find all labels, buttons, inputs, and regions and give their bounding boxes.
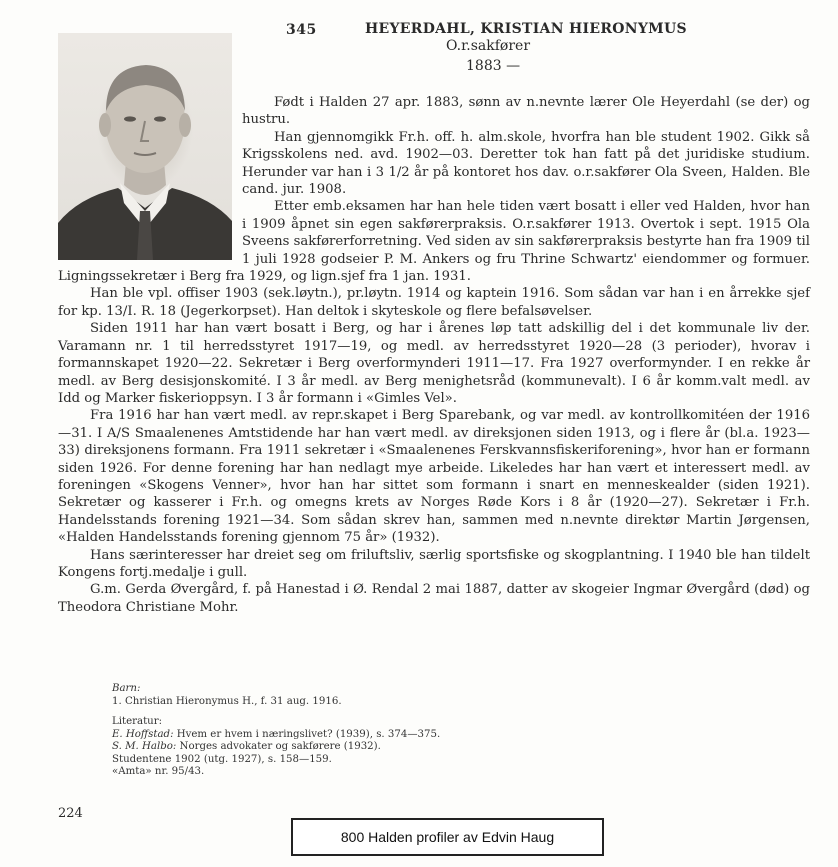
page-number: 224 [58, 806, 83, 821]
bio-paragraph: Hans særinteresser har dreiet seg om friluftsliv, særlig sportsfiske og skogplantning. I 1940 ble han tildelt Kongens fortj.medalje i gull. [58, 547, 810, 580]
child-item: 1. Christian Hieronymus H., f. 31 aug. 1916. [112, 695, 342, 707]
caption-text: 800 Halden profiler av Edvin Haug [340, 829, 555, 845]
literature-title: Hvem er hvem i næringslivet? (1939), s. 374—375. [173, 728, 441, 740]
literature-title: Studentene 1902 (utg. 1927), s. 158—159. [112, 753, 332, 765]
literature-title: Norges advokater og sakførere (1932). [176, 741, 381, 752]
children-label: Barn: [112, 683, 141, 694]
entry-number: 345 [286, 22, 317, 38]
literature-author: S. M. Halbo: [112, 741, 177, 752]
literature-title: «Amta» nr. 95/43. [112, 766, 205, 777]
literature-item [112, 729, 440, 742]
bio-paragraph: Etter emb.eksamen har han hele tiden vært bosatt i eller ved Halden, hvor han i 1909 åpnet sin egen sakførerpraksis. O.r.sakfører 1913. Overtok i sept. 1915 Ola Sveens sakførerforretning. Ved siden av sin sakførerpraksis bestyrte han fra 1909 til 1 juli 1928 godseier P. M. Ankers og fru Thrine Schwartz' eiendommer og formuer. Ligningssekretær i Berg fra 1929, og lign.sjef fra 1 jan. 1931. [58, 199, 810, 285]
literature-author: E. Hoffstad: [112, 728, 174, 740]
biography-text [58, 94, 810, 616]
literature-label: Literatur: [112, 716, 163, 727]
source-caption [291, 818, 604, 856]
bio-paragraph: G.m. Gerda Øvergård, f. på Hanestad i Ø. Rendal 2 mai 1887, datter av skogeier Ingmar Øvergård (død) og Theodora Christiane Mohr. [58, 582, 810, 615]
person-occupation: O.r.sakfører [446, 38, 531, 54]
literature-item [112, 766, 440, 779]
literature-item [112, 741, 440, 754]
person-years: 1883 — [466, 58, 521, 74]
bio-paragraph: Fra 1916 har han vært medl. av repr.skapet i Berg Sparebank, og var medl. av kontrollkomitéen der 1916—31. I A/S Smaalenenes Amtstidende har han vært medl. av direksjonen siden 1913, og i flere år (bl.a. 1923—33) direksjonens formann. Fra 1911 sekretær i «Smaalenenes Ferskvannsfiskeriforening», hvor han er formann siden 1926. For denne forening har han nedlagt mye arbeide. Likeledes har han vært et interessert medl. av foreningen «Skogens Venner», hvor han har sittet som formann i snart en menneskealder (siden 1921). Sekretær og kasserer i Fr.h. og omegns krets av Norges Røde Kors i 8 år (1920—27). Sekretær i Fr.h. Handelsstands forening 1921—34. Som sådan skrev han, sammen med n.nevnte direktør Martin Jørgensen, «Halden Handelsstands forening gjennom 75 år» (1932). [58, 408, 810, 546]
references [112, 683, 440, 779]
literature-item [112, 754, 440, 767]
bio-paragraph: Han gjennomgikk Fr.h. off. h. alm.skole, hvorfra han ble student 1902. Gikk så Krigsskolens ned. avd. 1902—03. Deretter tok han fatt på det juridiske studium. Herunder var han i 3 1/2 år på kontoret hos dav. o.r.sakfører Ola Sveen, Halden. Ble cand. jur. 1908. [242, 129, 810, 198]
bio-paragraph: Født i Halden 27 apr. 1883, sønn av n.nevnte lærer Ole Heyerdahl (se der) og hustru. [242, 95, 810, 128]
person-name: HEYERDAHL, KRISTIAN HIERONYMUS [365, 21, 687, 37]
bio-paragraph: Siden 1911 har han vært bosatt i Berg, og har i årenes løp tatt adskillig del i det kommunale liv der. Varamann nr. 1 til herredsstyret 1917—19, og medl. av herredsstyret 1920—28 (3 perioder), hvorav i formannskapet 1920—22. Sekretær i Berg overformynderi 1911—17. Fra 1927 overformynder. I en rekke år medl. av Berg desisjonskomité. I 3 år medl. av Berg menighetsråd (kommunevalt). I 6 år komm.valt medl. av Idd og Marker fiskerioppsyn. I 3 år formann i «Gimles Vel». [58, 321, 810, 406]
bio-paragraph: Han ble vpl. offiser 1903 (sek.løytn.), pr.løytn. 1914 og kaptein 1916. Som sådan var han i en årrekke sjef for kp. 13/I. R. 18 (Jegerkorpset). Han deltok i skyteskole og flere befalsøvelser. [58, 286, 810, 319]
